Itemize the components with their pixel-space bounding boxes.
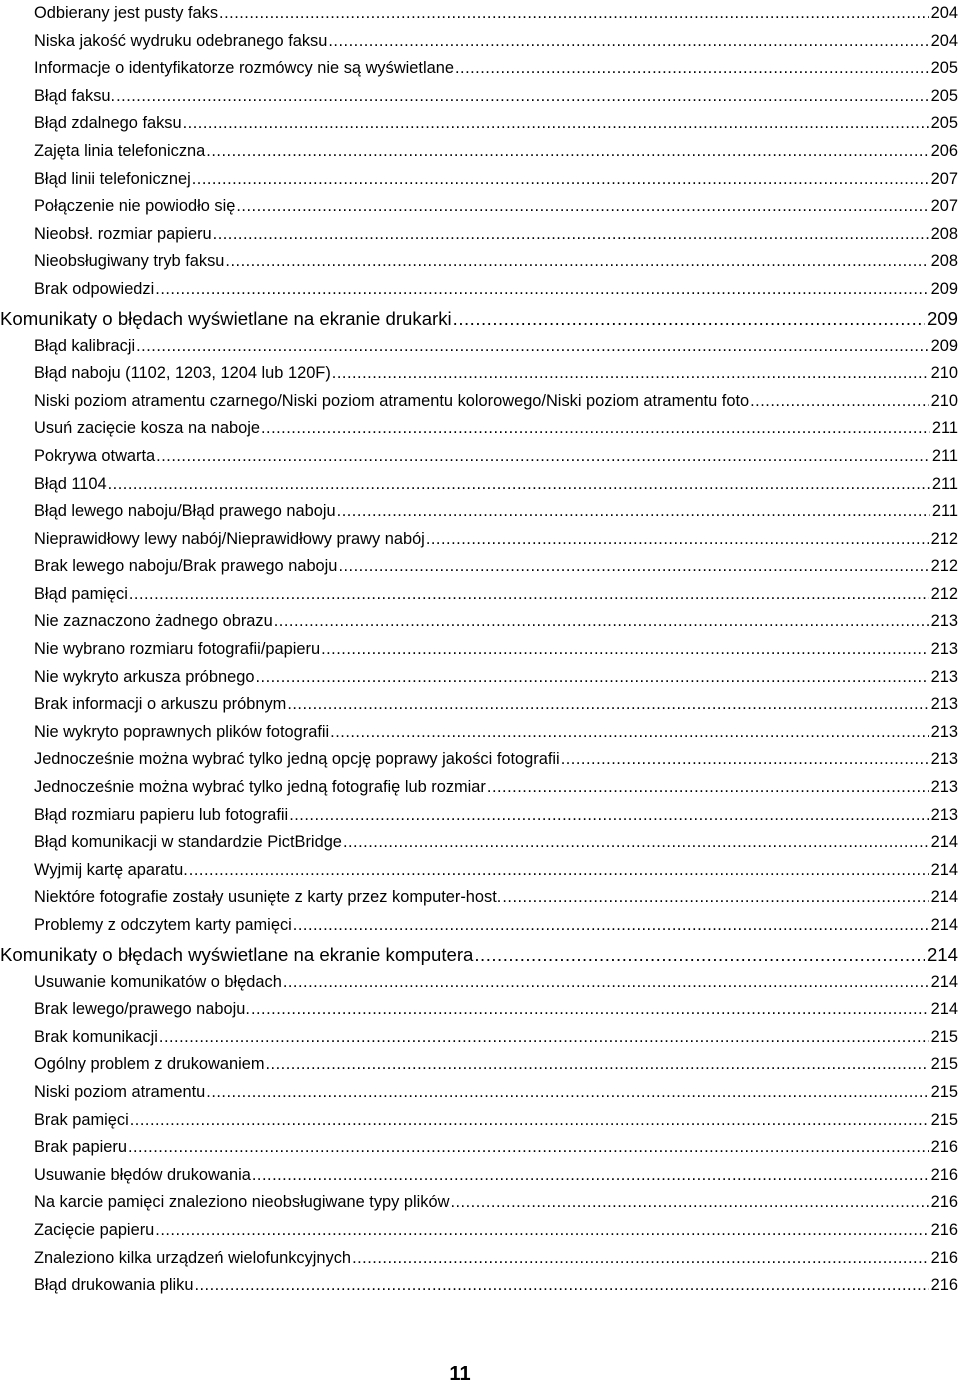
toc-entry[interactable] <box>0 110 960 138</box>
dot-leader <box>266 1051 929 1079</box>
toc-entry-title: Błąd kalibracji <box>34 336 136 355</box>
toc-entry-page: 213 <box>930 667 958 686</box>
toc-entry-page: 213 <box>930 778 958 797</box>
dot-leader <box>337 498 930 526</box>
toc-entry-page: 205 <box>930 86 958 105</box>
toc-entry-title: Błąd lewego naboju/Błąd prawego naboju <box>34 502 336 521</box>
toc-entry[interactable] <box>0 1162 960 1190</box>
toc-entry-page: 204 <box>930 31 958 50</box>
toc-entry-title: Błąd faksu. <box>34 86 116 105</box>
toc-entry[interactable] <box>0 1245 960 1273</box>
toc-entry[interactable] <box>0 388 960 416</box>
toc-entry-page: 212 <box>930 557 958 576</box>
toc-entry[interactable] <box>0 333 960 361</box>
toc-entry[interactable] <box>0 498 960 526</box>
toc-entry-title: Ogólny problem z drukowaniem <box>34 1055 265 1074</box>
toc-entry[interactable] <box>0 1272 960 1300</box>
toc-entry-page: 209 <box>926 307 958 329</box>
toc-entry-page: 207 <box>930 169 958 188</box>
toc-entry-title: Brak papieru <box>34 1138 127 1157</box>
toc-entry[interactable] <box>0 969 960 997</box>
toc-entry-title: Odbierany jest pusty faks <box>34 4 219 22</box>
toc-entry-page: 210 <box>930 391 958 410</box>
toc-entry[interactable] <box>0 857 960 885</box>
toc-entry-page: 206 <box>930 141 958 160</box>
toc-entry-page: 214 <box>926 943 958 965</box>
toc-entry-page: 209 <box>930 336 958 355</box>
toc-entry-title: Brak odpowiedzi <box>34 279 155 298</box>
toc-entry-title: Niski poziom atramentu <box>34 1082 206 1101</box>
toc-entry-page: 211 <box>931 474 958 493</box>
toc-entry-title: Brak komunikacji <box>34 1027 158 1046</box>
toc-entry[interactable] <box>0 415 960 443</box>
dot-leader <box>206 1079 928 1107</box>
toc-entry-title: Nie zaznaczono żadnego obrazu <box>34 612 273 631</box>
toc-entry-page: 205 <box>930 59 958 78</box>
dot-leader <box>287 691 928 719</box>
dot-leader <box>252 1162 929 1190</box>
dot-leader <box>330 719 928 747</box>
toc-entry[interactable] <box>0 0 960 28</box>
toc-entry-page: 214 <box>930 972 958 991</box>
toc-entry[interactable] <box>0 1079 960 1107</box>
toc-entry[interactable] <box>0 774 960 802</box>
toc-entry-title: Brak pamięci <box>34 1110 129 1129</box>
toc-entry[interactable] <box>0 55 960 83</box>
toc-entry-title: Nieprawidłowy lewy nabój/Nieprawidłowy prawy nabój <box>34 529 425 548</box>
toc-entry-title: Nie wykryto poprawnych plików fotografii <box>34 722 330 741</box>
toc-entry-title: Nie wybrano rozmiaru fotografii/papieru <box>34 640 321 659</box>
toc-entry[interactable] <box>0 248 960 276</box>
toc-entry[interactable] <box>0 83 960 111</box>
toc-entry-page: 216 <box>930 1193 958 1212</box>
toc-entry-page: 208 <box>930 252 958 271</box>
toc-entry-page: 213 <box>930 750 958 769</box>
dot-leader <box>194 1272 928 1300</box>
toc-entry[interactable] <box>0 28 960 56</box>
toc-entry[interactable] <box>0 1217 960 1245</box>
dot-leader <box>155 276 928 304</box>
toc-entry-title: Usuń zacięcie kosza na naboje <box>34 419 260 438</box>
dot-leader <box>206 138 928 166</box>
toc-entry-page: 216 <box>930 1248 958 1267</box>
toc-entry-title: Jednocześnie można wybrać tylko jedną opcję poprawy jakości fotografii <box>34 750 560 769</box>
toc-entry-page: 216 <box>930 1220 958 1239</box>
toc-entry-page: 214 <box>930 1000 958 1019</box>
toc-entry[interactable] <box>0 1189 960 1217</box>
toc-entry-title: Nieobsł. rozmiar papieru <box>34 224 212 243</box>
toc-entry-page: 207 <box>930 197 958 216</box>
toc-entry-title: Zacięcie papieru <box>34 1220 155 1239</box>
dot-leader <box>332 360 929 388</box>
dot-leader <box>474 940 925 969</box>
dot-leader <box>255 664 928 692</box>
dot-leader <box>343 829 929 857</box>
toc-entry-page: 214 <box>930 833 958 852</box>
toc-entry-page: 216 <box>930 1165 958 1184</box>
toc-entry-title: Niektóre fotografie zostały usunięte z karty przez komputer-host. <box>34 888 502 907</box>
toc-entry[interactable] <box>0 471 960 499</box>
toc-entry-title: Informacje o identyfikatorze rozmówcy nie są wyświetlane <box>34 59 454 78</box>
dot-leader <box>274 608 929 636</box>
toc-entry-title: Nieobsługiwany tryb faksu <box>34 252 225 271</box>
toc-entry-title: Błąd 1104 <box>34 474 107 493</box>
dot-leader <box>183 110 929 138</box>
dot-leader <box>159 1024 929 1052</box>
dot-leader <box>192 166 929 194</box>
page-number: 11 <box>449 1363 471 1385</box>
toc-entry[interactable] <box>0 360 960 388</box>
toc-entry-page: 215 <box>930 1110 958 1129</box>
toc-entry[interactable] <box>0 1051 960 1079</box>
toc-entry-title: Błąd pamięci <box>34 584 128 603</box>
dot-leader <box>156 443 930 471</box>
toc-entry-title: Usuwanie błędów drukowania <box>34 1165 251 1184</box>
toc-entry-page: 213 <box>930 722 958 741</box>
dot-leader <box>455 55 929 83</box>
dot-leader <box>338 553 928 581</box>
toc-entry-title: Brak lewego/prawego naboju. <box>34 1000 250 1019</box>
toc-entry[interactable] <box>0 664 960 692</box>
dot-leader <box>561 746 929 774</box>
dot-leader <box>283 969 929 997</box>
toc-entry-page: 212 <box>930 529 958 548</box>
dot-leader <box>426 526 929 554</box>
toc-entry-title: Usuwanie komunikatów o błędach <box>34 972 282 991</box>
toc-entry[interactable] <box>0 443 960 471</box>
dot-leader <box>321 636 929 664</box>
dot-leader <box>487 774 929 802</box>
dot-leader <box>289 802 928 830</box>
toc-entry[interactable] <box>0 166 960 194</box>
toc-entry-page: 215 <box>930 1082 958 1101</box>
toc-entry-title: Błąd rozmiaru papieru lub fotografii <box>34 805 289 824</box>
dot-leader <box>136 333 929 361</box>
toc-entry-page: 215 <box>930 1055 958 1074</box>
toc-entry-title: Błąd drukowania pliku <box>34 1276 194 1295</box>
dot-leader <box>328 28 928 56</box>
toc-entry-page: 213 <box>930 695 958 714</box>
toc-entry[interactable] <box>0 746 960 774</box>
toc-entry-title: Nie wykryto arkusza próbnego <box>34 667 255 686</box>
toc-entry[interactable] <box>0 719 960 747</box>
dot-leader <box>225 248 928 276</box>
toc-entry[interactable] <box>0 138 960 166</box>
toc-entry[interactable] <box>0 1024 960 1052</box>
toc-entry-title: Na karcie pamięci znaleziono nieobsługiwane typy plików <box>34 1193 450 1212</box>
toc-entry[interactable] <box>0 193 960 221</box>
toc-entry-title: Problemy z odczytem karty pamięci <box>34 916 292 934</box>
toc-entry-page: 213 <box>930 640 958 659</box>
dot-leader <box>130 1107 929 1135</box>
toc-entry-page: 211 <box>931 446 958 465</box>
toc-entry-title: Znaleziono kilka urządzeń wielofunkcyjnych <box>34 1248 352 1267</box>
toc-entry[interactable] <box>0 802 960 830</box>
dot-leader <box>213 221 929 249</box>
toc-section-heading[interactable] <box>0 304 960 333</box>
toc-entry-page: 209 <box>930 279 958 298</box>
toc-entry-title: Komunikaty o błędach wyświetlane na ekranie komputera <box>0 943 474 965</box>
toc-entry-page: 212 <box>930 584 958 603</box>
dot-leader <box>502 884 928 912</box>
toc-entry-title: Błąd zdalnego faksu <box>34 114 182 133</box>
toc-entry-page: 214 <box>930 916 958 934</box>
toc-entry[interactable] <box>0 526 960 554</box>
dot-leader <box>453 304 925 333</box>
toc-entry[interactable] <box>0 691 960 719</box>
toc-entry-page: 211 <box>931 419 958 438</box>
toc-entry[interactable] <box>0 581 960 609</box>
toc-entry-title: Komunikaty o błędach wyświetlane na ekranie drukarki <box>0 307 452 329</box>
toc-section-heading[interactable] <box>0 940 960 969</box>
toc-entry-page: 208 <box>930 224 958 243</box>
dot-leader <box>108 471 930 499</box>
toc-entry-title: Brak informacji o arkuszu próbnym <box>34 695 287 714</box>
dot-leader <box>352 1245 929 1273</box>
toc-entry[interactable] <box>0 276 960 304</box>
toc-entry-page: 211 <box>931 502 958 521</box>
toc-entry[interactable] <box>0 1107 960 1135</box>
toc-entry-title: Niska jakość wydruku odebranego faksu <box>34 31 328 50</box>
dot-leader <box>261 415 930 443</box>
dot-leader <box>750 388 929 416</box>
toc-entry[interactable] <box>0 553 960 581</box>
toc-entry[interactable] <box>0 1134 960 1162</box>
dot-leader <box>155 1217 928 1245</box>
toc-entry-page: 204 <box>930 4 958 22</box>
toc-entry-page: 214 <box>930 860 958 879</box>
toc-entry-title: Błąd komunikacji w standardzie PictBridge <box>34 833 342 852</box>
toc-entry[interactable] <box>0 608 960 636</box>
dot-leader <box>450 1189 928 1217</box>
toc-entry-title: Błąd naboju (1102, 1203, 1204 lub 120F) <box>34 364 331 383</box>
toc-entry-title: Błąd linii telefonicznej <box>34 169 191 188</box>
toc-entry-title: Zajęta linia telefoniczna <box>34 141 206 160</box>
toc-entry[interactable] <box>0 221 960 249</box>
toc-entry-title: Wyjmij kartę aparatu. <box>34 860 188 879</box>
toc-entry-page: 215 <box>930 1027 958 1046</box>
toc-entry[interactable] <box>0 996 960 1024</box>
toc-entry-page: 213 <box>930 805 958 824</box>
dot-leader <box>128 1134 929 1162</box>
toc-entry-page: 205 <box>930 114 958 133</box>
dot-leader <box>251 996 929 1024</box>
toc-entry-page: 216 <box>930 1276 958 1295</box>
dot-leader <box>236 193 928 221</box>
toc-entry[interactable] <box>0 829 960 857</box>
toc-entry[interactable] <box>0 636 960 664</box>
toc-entry-title: Brak lewego naboju/Brak prawego naboju <box>34 557 338 576</box>
dot-leader <box>293 912 929 940</box>
toc-entry-title: Niski poziom atramentu czarnego/Niski poziom atramentu kolorowego/Niski poziom atramentu foto <box>34 391 750 410</box>
toc-entry[interactable] <box>0 912 960 940</box>
toc-entry-title: Połączenie nie powiodło się <box>34 197 236 216</box>
dot-leader <box>219 0 929 28</box>
dot-leader <box>189 857 929 885</box>
toc-entry-page: 210 <box>930 364 958 383</box>
toc-entry[interactable] <box>0 884 960 912</box>
toc-entry-page: 214 <box>930 888 958 907</box>
toc-entry-page: 213 <box>930 612 958 631</box>
dot-leader <box>116 83 929 111</box>
toc-entry-title: Jednocześnie można wybrać tylko jedną fotografię lub rozmiar <box>34 778 486 797</box>
dot-leader <box>129 581 929 609</box>
toc-entry-title: Pokrywa otwarta <box>34 446 156 465</box>
toc-entry-page: 216 <box>930 1138 958 1157</box>
